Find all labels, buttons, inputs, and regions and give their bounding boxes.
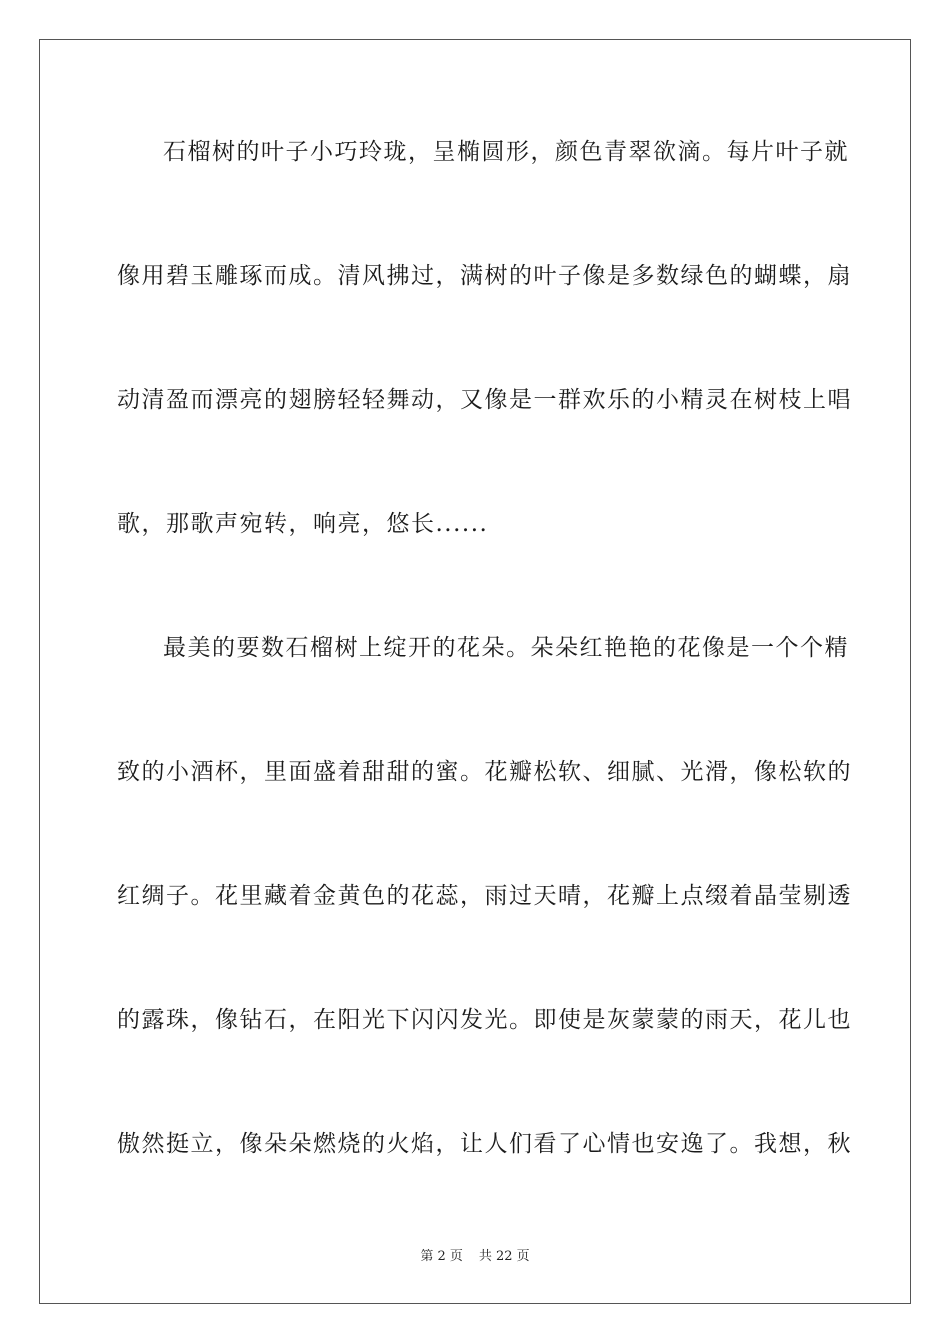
- text-line: 傲然挺立，像朵朵燃烧的火焰，让人们看了心情也安逸了。我想，秋: [117, 1131, 852, 1157]
- page-total: 共 22 页: [478, 1249, 530, 1264]
- page-border: [39, 39, 911, 1304]
- text-line: 像用碧玉雕琢而成。清风拂过，满树的叶子像是多数绿色的蝴蝶，扇: [117, 263, 852, 289]
- text-line: 歌，那歌声宛转，响亮，悠长......: [117, 511, 489, 537]
- text-line: 动清盈而漂亮的翅膀轻轻舞动，又像是一群欢乐的小精灵在树枝上唱: [117, 387, 852, 413]
- text-line: 最美的要数石榴树上绽开的花朵。朵朵红艳艳的花像是一个个精: [163, 635, 849, 661]
- text-line: 致的小酒杯，里面盛着甜甜的蜜。花瓣松软、细腻、光滑，像松软的: [117, 759, 852, 785]
- page-number: 第 2 页: [420, 1249, 463, 1264]
- page-footer: [0, 1248, 950, 1266]
- text-line: 石榴树的叶子小巧玲珑，呈椭圆形，颜色青翠欲滴。每片叶子就: [163, 139, 849, 165]
- text-line: 红绸子。花里藏着金黄色的花蕊，雨过天晴，花瓣上点缀着晶莹剔透: [117, 883, 852, 909]
- text-line: 的露珠，像钻石，在阳光下闪闪发光。即使是灰蒙蒙的雨天，花儿也: [117, 1007, 852, 1033]
